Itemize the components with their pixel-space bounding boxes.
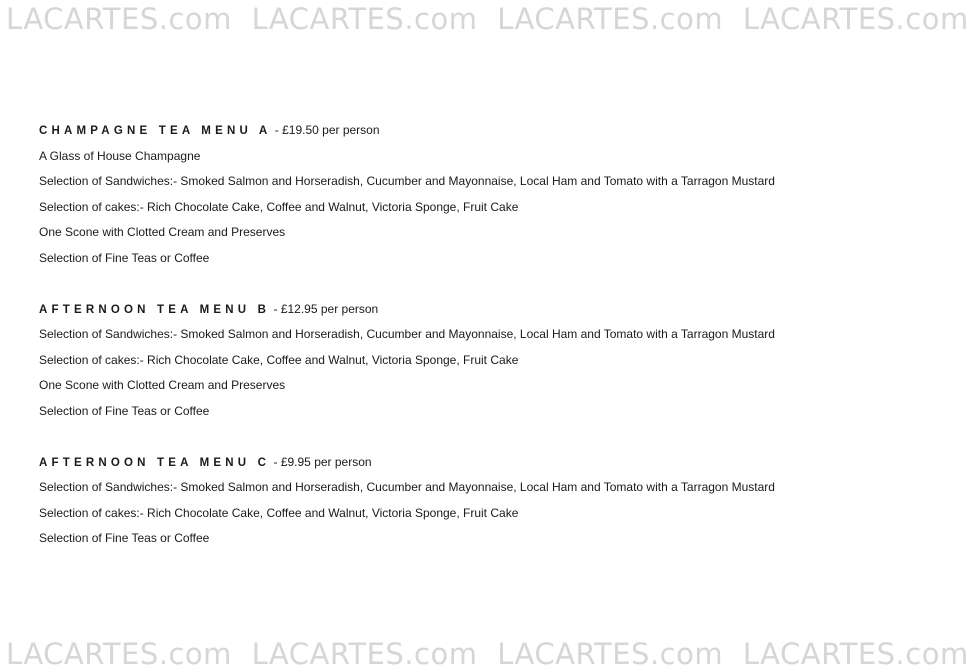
watermark-text: LACARTES.com xyxy=(251,2,478,36)
watermark-top xyxy=(6,1,969,37)
watermark-text: LACARTES.com xyxy=(497,2,724,36)
menu-title: AFTERNOON TEA MENU C xyxy=(39,456,271,469)
watermark-text: LACARTES.com xyxy=(6,637,232,671)
menu-item: One Scone with Clotted Cream and Preserves xyxy=(39,225,286,240)
menu-item: A Glass of House Champagne xyxy=(39,148,201,163)
menu-item: Selection of cakes:- Rich Chocolate Cake, Coffee and Walnut, Victoria Sponge, Fruit Cake xyxy=(39,352,519,367)
menu-price-separator: - xyxy=(271,123,283,137)
menu-item: Selection of Fine Teas or Coffee xyxy=(39,531,210,546)
menu-price-separator: - xyxy=(270,454,281,469)
menu-item: One Scone with Clotted Cream and Preserves xyxy=(39,378,286,393)
menu-item: Selection of Fine Teas or Coffee xyxy=(39,403,210,418)
menu-price: £19.50 per person xyxy=(282,123,380,137)
menu-item: Selection of cakes:- Rich Chocolate Cake, Coffee and Walnut, Victoria Sponge, Fruit Cake xyxy=(39,505,519,520)
menu-item: Selection of Sandwiches:- Smoked Salmon and Horseradish, Cucumber and Mayonnaise, Local Ham and Tomato with a Tarragon Mustard xyxy=(39,480,775,495)
menu-item: Selection of cakes:- Rich Chocolate Cake, Coffee and Walnut, Victoria Sponge, Fruit Cake xyxy=(39,199,519,214)
menu-title: AFTERNOON TEA MENU B xyxy=(39,303,271,316)
watermark-text: LACARTES.com xyxy=(742,637,969,671)
menu-heading xyxy=(39,118,859,144)
menu-heading xyxy=(39,450,859,476)
menu-section-a xyxy=(39,118,859,272)
menu-content xyxy=(39,118,859,552)
watermark-text: LACARTES.com xyxy=(6,2,232,36)
menu-item: Selection of Sandwiches:- Smoked Salmon and Horseradish, Cucumber and Mayonnaise, Local Ham and Tomato with a Tarragon Mustard xyxy=(39,327,775,342)
menu-item: Selection of Sandwiches:- Smoked Salmon and Horseradish, Cucumber and Mayonnaise, Local Ham and Tomato with a Tarragon Mustard xyxy=(39,174,775,189)
menu-price: £9.95 per person xyxy=(280,454,372,469)
menu-title: CHAMPAGNE TEA MENU A xyxy=(39,125,272,137)
watermark-text: LACARTES.com xyxy=(742,2,969,36)
menu-price-separator: - xyxy=(270,301,281,316)
menu-section-c xyxy=(39,450,859,552)
watermark-bottom xyxy=(6,636,969,672)
watermark-text: LACARTES.com xyxy=(251,637,478,671)
menu-item: Selection of Fine Teas or Coffee xyxy=(39,250,210,265)
watermark-text: LACARTES.com xyxy=(497,637,724,671)
menu-heading xyxy=(39,297,859,323)
menu-price: £12.95 per person xyxy=(280,301,379,316)
menu-section-b xyxy=(39,297,859,425)
